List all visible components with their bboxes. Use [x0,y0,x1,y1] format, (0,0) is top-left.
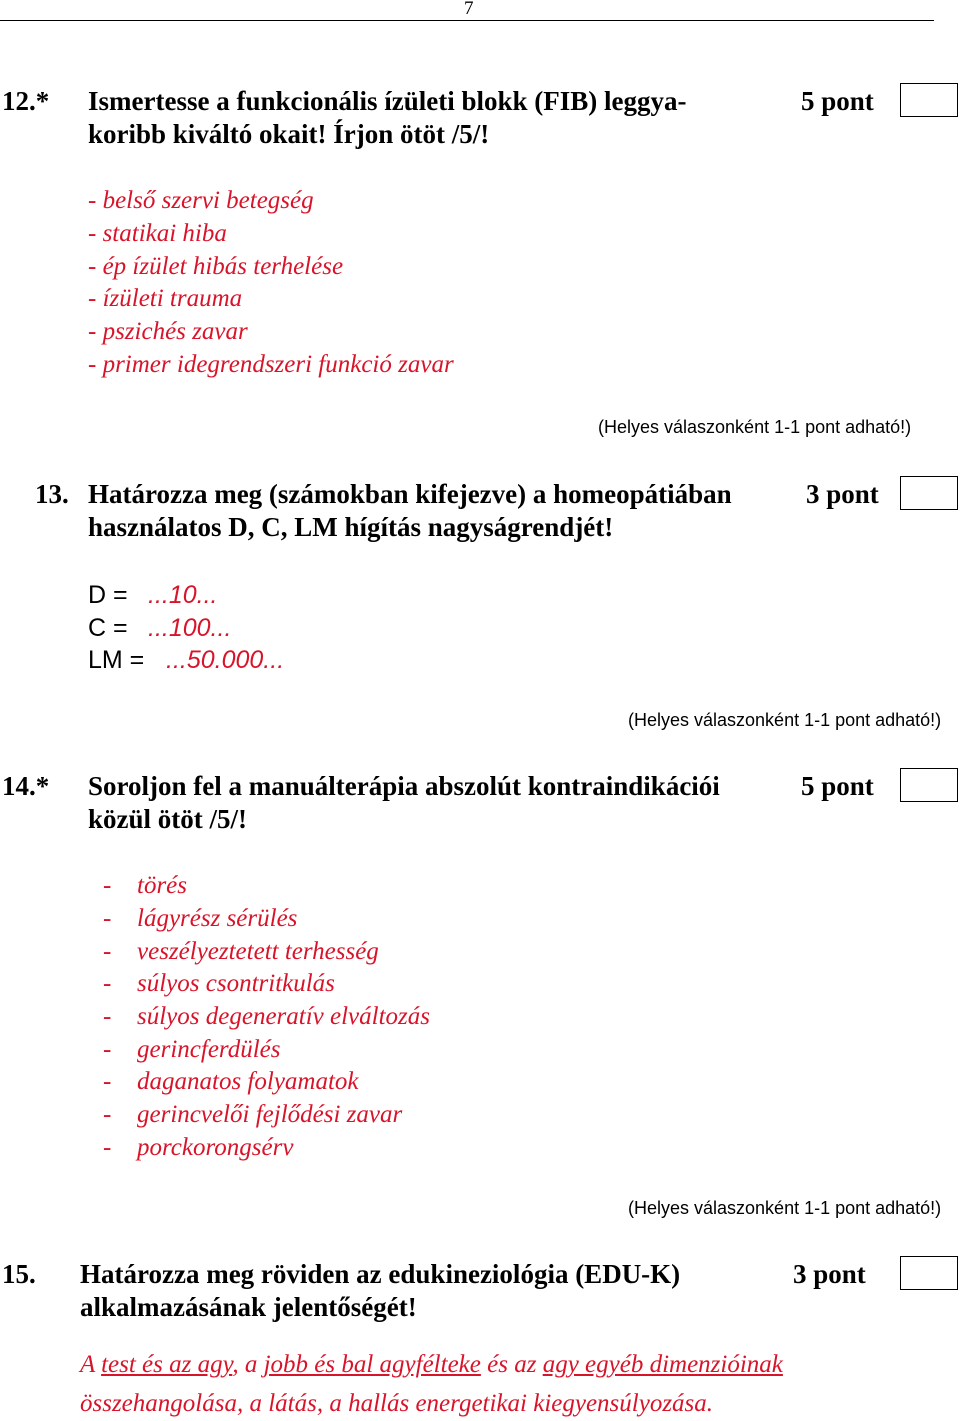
q15-answer-underline-3: agy egyéb dimenzióinak [542,1351,783,1378]
q14-answer-6: - gerincferdülés [103,1036,281,1063]
q14-question-line1: Soroljon fel a manuálterápia abszolút kontraindikációi [88,771,720,801]
q13-question-line2: használatos D, C, LM hígítás nagyságrendjét! [88,512,614,542]
q12-answer-6: - primer idegrendszeri funkció zavar [88,351,454,378]
q14-number: 14.* [2,771,50,801]
q13-number: 13. [35,479,69,509]
q13-lm-value: ...50.000... [166,646,285,674]
q15-question-line1: Határozza meg röviden az edukineziológia (EDU-K) [80,1259,681,1289]
q14-points: 5 pont [801,771,874,801]
q13-score-box[interactable] [900,476,958,510]
q12-scoring-note: (Helyes válaszonként 1-1 pont adható!) [598,417,912,437]
q14-answer-9: - porckorongsérv [103,1134,294,1161]
q14-answer-2: - lágyrész sérülés [103,905,298,932]
q13-lm-label: LM = [88,646,145,674]
q15-answer-underline-2: jobb és bal agyféltеke [263,1351,481,1378]
q13-c-value: ...100... [148,614,232,642]
q12-answer-2: - statikai hiba [88,220,227,247]
q14-answer-1: - törés [103,872,187,899]
q14-answer-5: - súlyos degeneratív elváltozás [103,1003,430,1030]
q14-answer-8: - gerincvelői fejlődési zavar [103,1101,403,1128]
q14-answer-7: - daganatos folyamatok [103,1068,359,1095]
q12-score-box[interactable] [900,83,958,117]
q13-c-label: C = [88,614,128,642]
q13-scoring-note: (Helyes válaszonként 1-1 pont adható!) [628,710,942,730]
q14-answer-4: - súlyos csontritkulás [103,970,335,997]
q15-answer-line2: összehangolása, a látás, a hallás energetikai kiegyensúlyozása. [80,1390,714,1417]
q12-answer-5: - pszichés zavar [88,318,248,345]
q15-answer-line1: A test és az agy, a jobb és bal agyféltеke és az agy egyéb dimenzióinak [80,1351,783,1378]
q12-points: 5 pont [801,86,874,116]
q14-answer-3: - veszélyeztetett terhesség [103,938,379,965]
q14-question-line2: közül ötöt /5/! [88,804,247,834]
q15-answer-underline-1: test és az agy [101,1351,233,1378]
page-number: 7 [464,0,474,19]
q12-answer-3: - ép ízület hibás terhelése [88,253,344,280]
q14-scoring-note: (Helyes válaszonként 1-1 pont adható!) [628,1198,942,1218]
q12-number: 12.* [2,86,50,116]
header-rule [0,20,934,21]
q13-points: 3 pont [806,479,879,509]
q15-points: 3 pont [793,1259,866,1289]
q15-score-box[interactable] [900,1256,958,1290]
q12-answer-4: - ízületi trauma [88,285,243,312]
q14-score-box[interactable] [900,768,958,802]
q13-d-label: D = [88,581,128,609]
q13-question-line1: Határozza meg (számokban kifejezve) a homeopátiában [88,479,732,509]
q12-question-line2: koribb kiváltó okait! Írjon ötöt /5/! [88,119,490,149]
q15-question-line2: alkalmazásának jelentőségét! [80,1292,417,1322]
q15-number: 15. [2,1259,36,1289]
q12-answer-1: - belső szervi betegség [88,187,314,214]
q13-d-value: ...10... [148,581,218,609]
q12-question-line1: Ismertesse a funkcionális ízületi blokk (FIB) leggya- [88,86,687,116]
